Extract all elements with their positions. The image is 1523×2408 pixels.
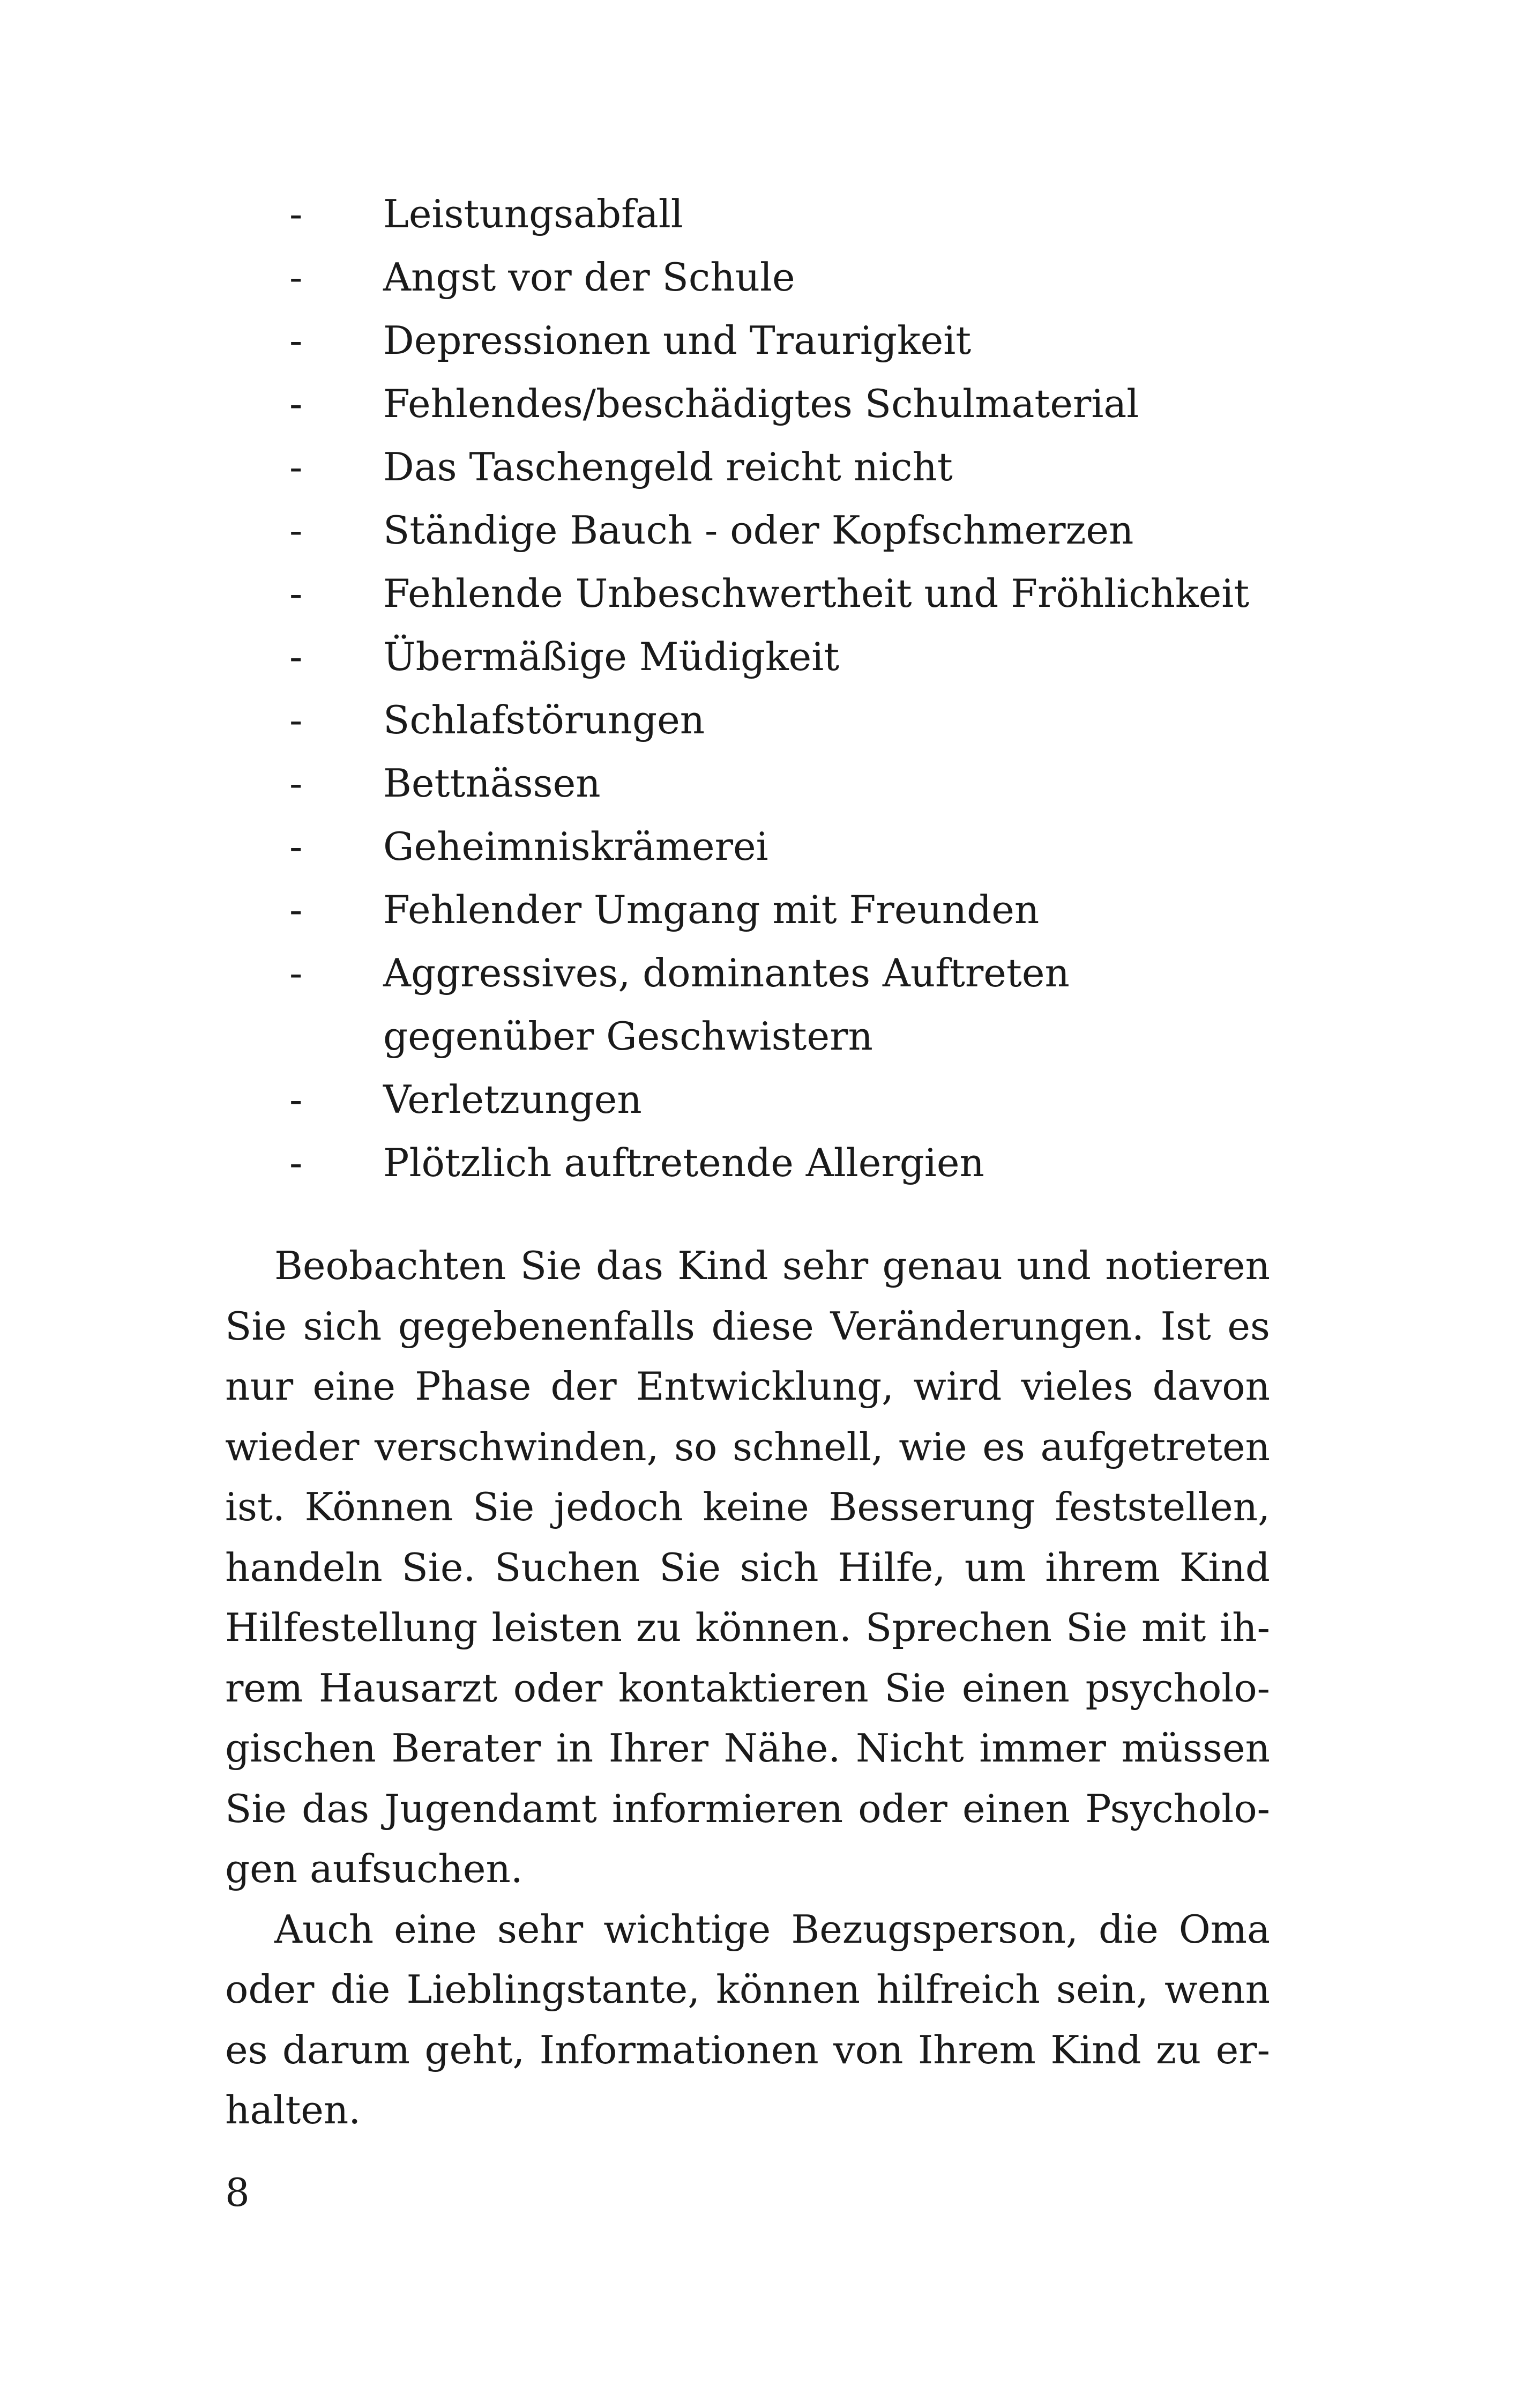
list-item-text: Geheimniskrämerei <box>383 824 768 869</box>
list-item <box>289 688 1308 752</box>
list-item-text: Fehlendes/beschädigtes Schulmaterial <box>383 381 1139 426</box>
list-item <box>289 815 1308 878</box>
list-item <box>289 625 1308 688</box>
page-number: 8 <box>225 2170 250 2215</box>
list-item <box>289 246 1308 309</box>
list-item-text: Depressionen und Traurigkeit <box>383 318 972 363</box>
list-dash: - <box>289 191 303 236</box>
list-item <box>289 499 1308 562</box>
list-dash: - <box>289 318 303 363</box>
list-item-text: Übermäßige Müdigkeit <box>383 634 840 679</box>
list-item <box>289 435 1308 499</box>
list-dash: - <box>289 571 303 616</box>
list-item-text: Bettnässen <box>383 761 601 806</box>
list-item-text: Verletzungen <box>383 1077 642 1122</box>
list-dash: - <box>289 950 303 995</box>
list-item <box>289 309 1308 372</box>
list-item-text: Schlafstörungen <box>383 697 705 742</box>
list-dash: - <box>289 761 303 806</box>
list-dash: - <box>289 508 303 553</box>
list-dash: - <box>289 444 303 489</box>
list-item-text: Leistungsabfall <box>383 191 683 236</box>
list-dash: - <box>289 1077 303 1122</box>
list-item <box>289 941 1308 1068</box>
list-item-text: Das Taschengeld reicht nicht <box>383 444 953 489</box>
list-item-text: Aggressives, dominantes Auftreten <box>383 950 1070 995</box>
list-dash: - <box>289 634 303 679</box>
list-dash: - <box>289 697 303 742</box>
list-item-text: Ständige Bauch - oder Kopfschmerzen <box>383 508 1134 553</box>
list-item <box>289 562 1308 625</box>
list-item <box>289 1131 1308 1194</box>
list-item-text: Plötzlich auftretende Allergien <box>383 1140 984 1185</box>
symptom-list <box>289 182 1308 1194</box>
list-item <box>289 878 1308 941</box>
list-dash: - <box>289 255 303 300</box>
list-item-text: Fehlende Unbeschwertheit und Fröhlichkeit <box>383 571 1250 616</box>
list-dash: - <box>289 1140 303 1185</box>
list-item <box>289 182 1308 246</box>
paragraph: Beobachten Sie das Kind sehr genau und notieren Sie sich gegebenenfalls diese Veränderungen. Ist es nur eine Phase der Entwicklung, wird vieles davon wieder verschwinden, so schnell, wie es aufgetreten ist. Können Sie jedoch keine Besserung feststellen, handeln Sie. Suchen Sie sich Hilfe, um ihrem Kind Hilfestellung leisten zu können. Sprechen Sie mit ihrem Hausarzt oder kontaktieren Sie einen psychologischen Berater in Ihrer Nähe. Nicht immer müssen Sie das Jugendamt informieren oder einen Psychologen aufsuchen. <box>225 1243 1270 1891</box>
list-item <box>289 1068 1308 1131</box>
list-item <box>289 752 1308 815</box>
list-dash: - <box>289 824 303 869</box>
list-dash: - <box>289 381 303 426</box>
list-item-text: Fehlender Umgang mit Freunden <box>383 887 1040 932</box>
paragraph: Auch eine sehr wichtige Bezugsperson, die Oma oder die Lieblingstante, können hilfreich sein, wenn es darum geht, Informationen von Ihrem Kind zu erhalten. <box>225 1906 1270 2132</box>
list-item-text: Angst vor der Schule <box>383 255 795 300</box>
list-item <box>289 372 1308 435</box>
list-item-text-continuation: gegenüber Geschwistern <box>383 1014 873 1059</box>
list-dash: - <box>289 887 303 932</box>
body-text <box>225 1236 1270 2141</box>
